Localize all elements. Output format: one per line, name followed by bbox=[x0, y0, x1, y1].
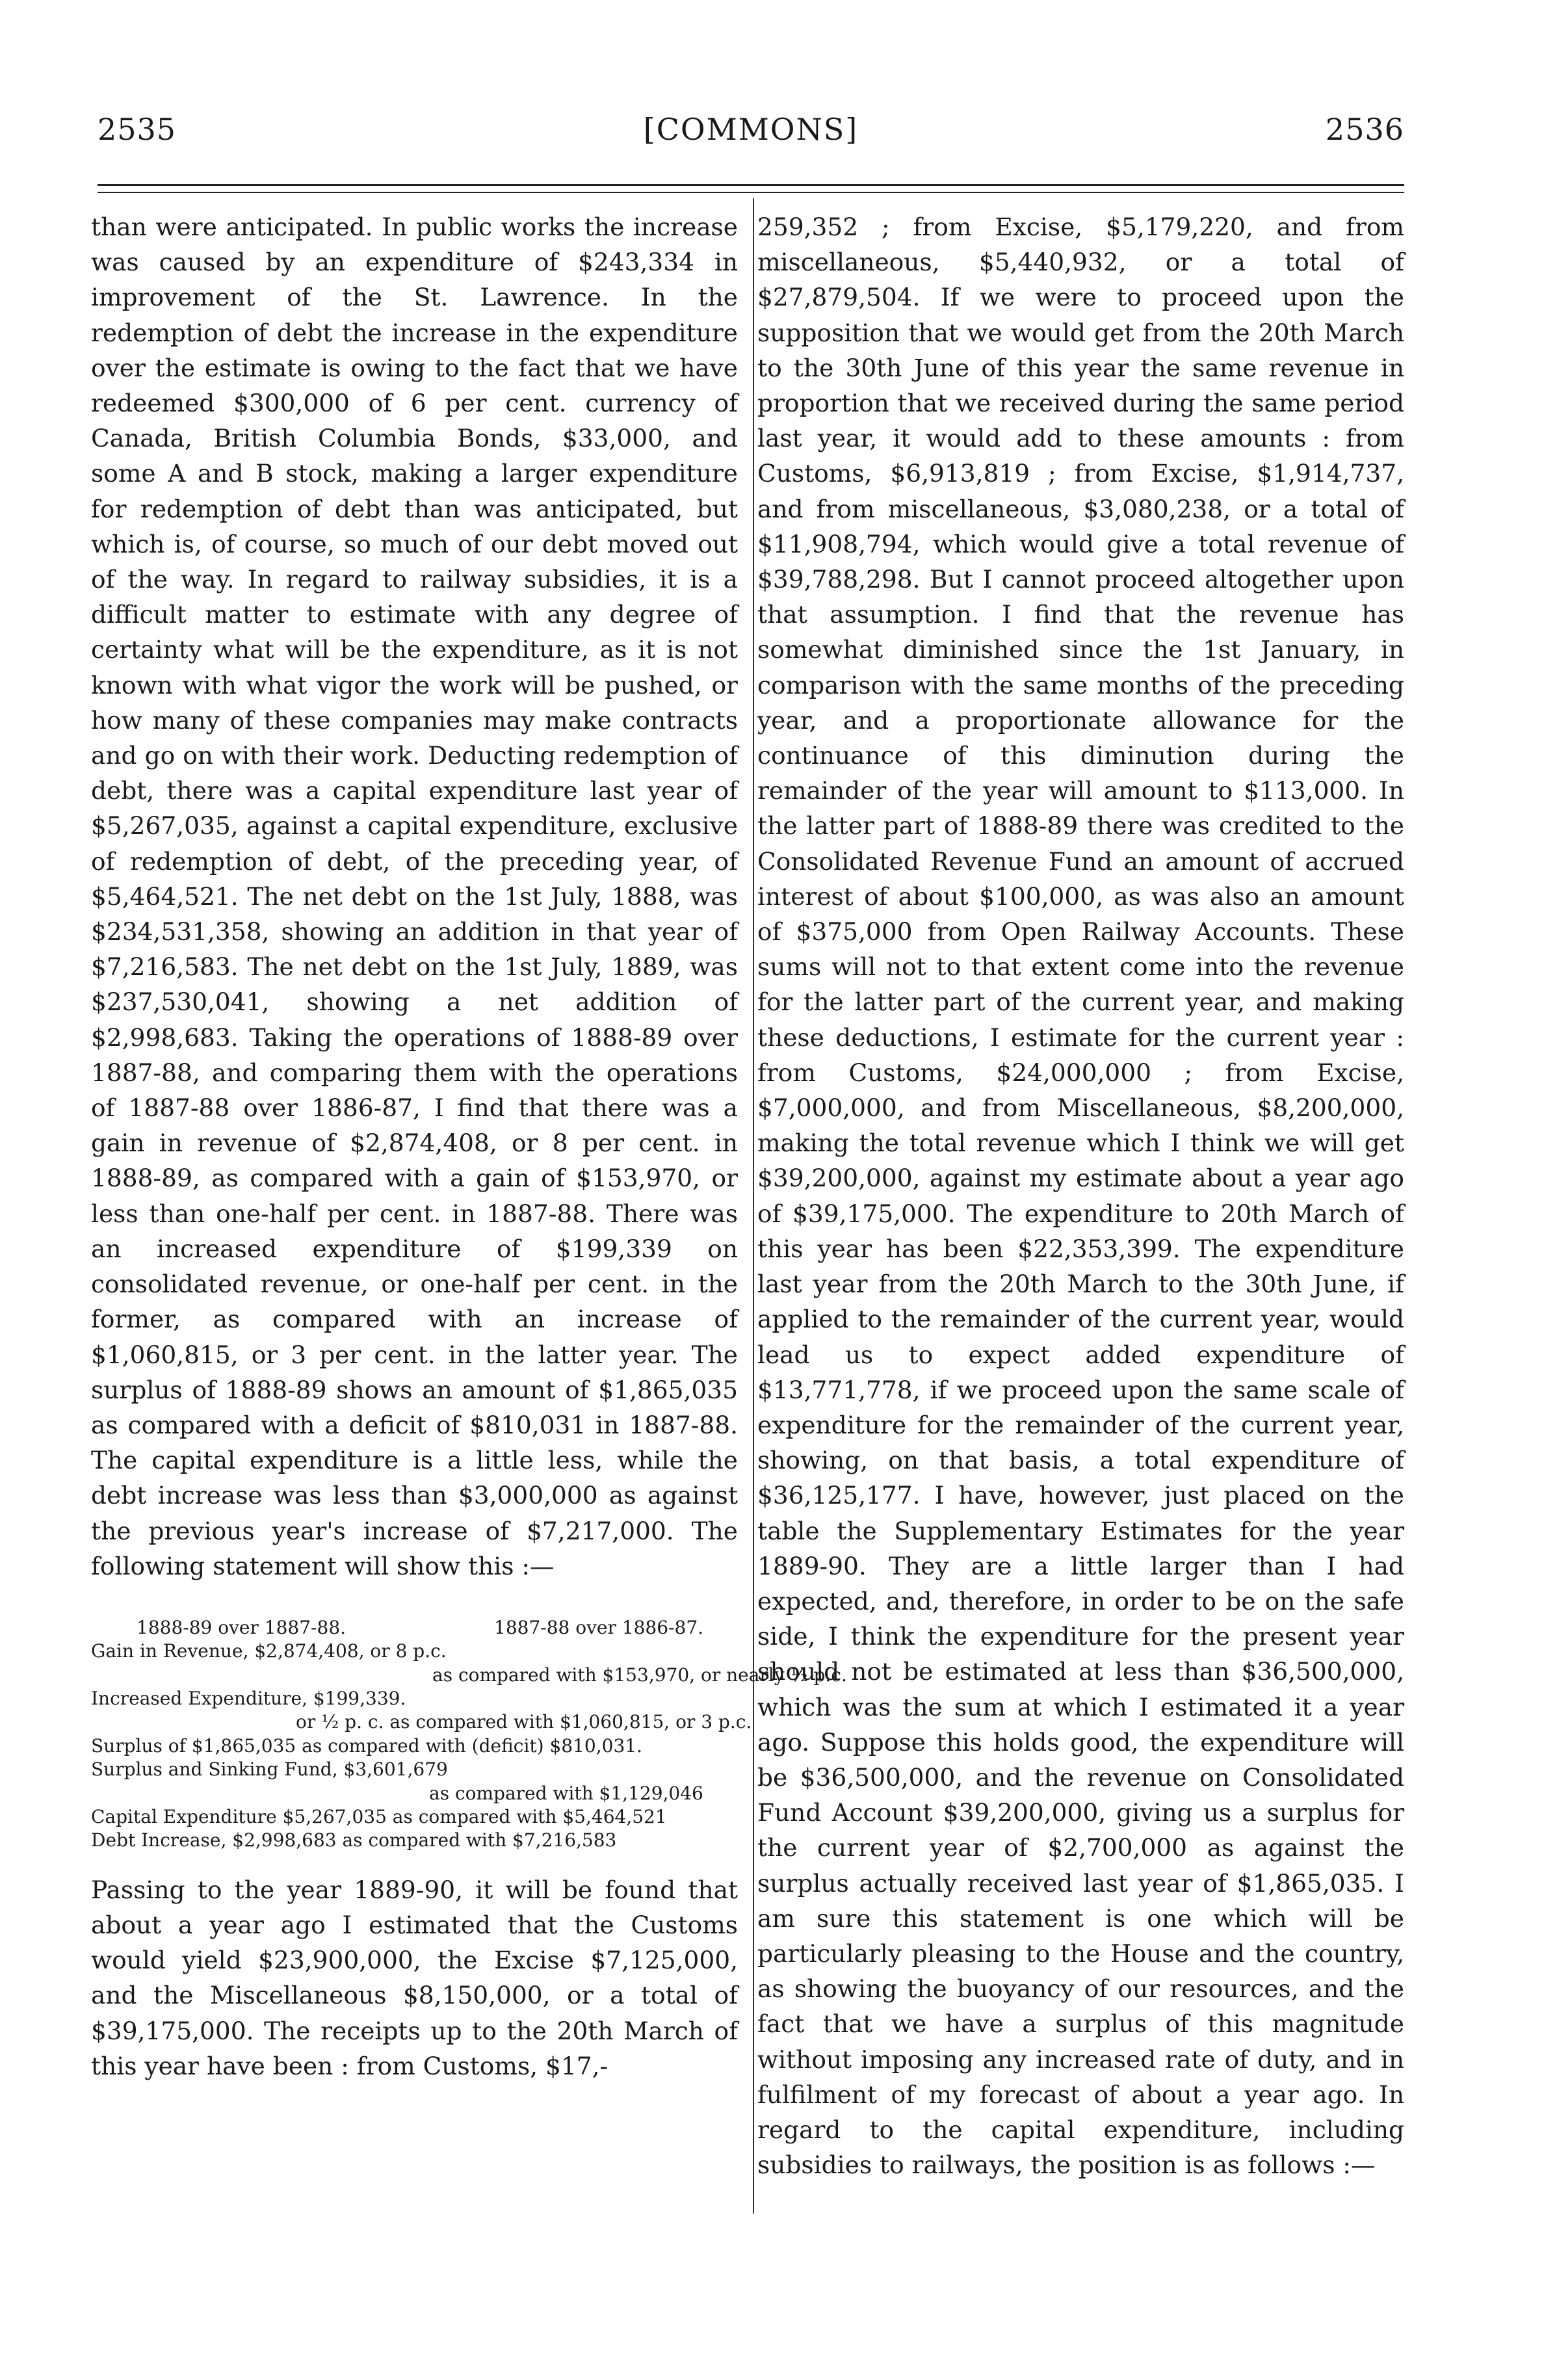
statement-text: or ½ p. c. as compared with $1,060,815, or 3 p.c. bbox=[296, 1711, 752, 1733]
right-column bbox=[757, 209, 1404, 2182]
statement-text: Increased Expenditure, $199,339. bbox=[91, 1688, 406, 1710]
left-column bbox=[91, 209, 847, 2084]
statement-header-row bbox=[91, 1616, 738, 1640]
header-rule-thin bbox=[98, 192, 1404, 193]
statement-text: as compared with $153,970, or nearly ½ p.c. bbox=[432, 1664, 847, 1686]
page-number-right: 2536 bbox=[1325, 112, 1404, 147]
statement-row bbox=[91, 1710, 752, 1734]
body-paragraph: than were anticipated. In public works the increase was caused by an expenditure of $243,334 in improvement of the St. Lawrence. In the redemption of debt the increase in the expenditure over the estimate is owing to the fact that we have redeemed $300,000 of 6 per cent. currency of Canada, British Columbia Bonds, $33,000, and some A and B stock, making a larger expenditure for redemption of debt than was anticipated, but which is, of course, so much of our debt moved out of the way. In regard to railway subsidies, it is a difficult matter to estimate with any degree of certainty what will be the expenditure, as it is not known with what vigor the work will be pushed, or how many of these companies may make contracts and go on with their work. Deducting redemption of debt, there was a capital expenditure last year of $5,267,035, against a capital expenditure, exclusive of redemption of debt, of the preceding year, of $5,464,521. The net debt on the 1st July, 1888, was $234,531,358, showing an addition in that year of $7,216,583. The net debt on the 1st July, 1889, was $237,530,041, showing a net addition of $2,998,683. Taking the operations of 1888-89 over 1887-88, and comparing them with the operations of 1887-88 over 1886-87, I find that there was a gain in revenue of $2,874,408, or 8 per cent. in 1888-89, as compared with a gain of $153,970, or less than one-half per cent. in 1887-88. There was an increased expenditure of $199,339 on consolidated revenue, or one-half per cent. in the former, as compared with an increase of $1,060,815, or 3 per cent. in the latter year. The surplus of 1888-89 shows an amount of $1,865,035 as compared with a deficit of $810,031 in 1887-88. The capital expenditure is a little less, while the debt increase was less than $3,000,000 as against the previous year's increase of $7,217,000. The following statement will show this :— bbox=[91, 213, 738, 1580]
statement-row bbox=[91, 1664, 847, 1687]
header-rule bbox=[98, 184, 1404, 186]
statement-head-left: 1888-89 over 1887-88. bbox=[137, 1616, 347, 1638]
statement-text: Gain in Revenue, $2,874,408, or 8 p.c. bbox=[91, 1640, 447, 1662]
statement-row bbox=[91, 1805, 738, 1829]
statement-row bbox=[91, 1734, 738, 1758]
statement-row bbox=[91, 1640, 738, 1663]
statement-row bbox=[91, 1829, 738, 1852]
statement-text: as compared with $1,129,046 bbox=[429, 1782, 703, 1804]
body-paragraph: 259,352 ; from Excise, $5,179,220, and from miscellaneous, $5,440,932, or a total of $27,879,504. If we were to proceed upon the supposition that we would get from the 20th March to the 30th June of this year the same revenue in proportion that we received during the same period last year, it would add to these amounts : from Customs, $6,913,819 ; from Excise, $1,914,737, and from miscellaneous, $3,080,238, or a total of $11,908,794, which would give a total revenue of $39,788,298. But I cannot proceed altogether upon that assumption. I find that the revenue has somewhat diminished since the 1st January, in comparison with the same months of the preceding year, and a proportionate allowance for the continuance of this diminution during the remainder of the year will amount to $113,000. In the latter part of 1888-89 there was credited to the Consolidated Revenue Fund an amount of accrued interest of about $100,000, as was also an amount of $375,000 from Open Railway Accounts. These sums will not to that extent come into the revenue for the latter part of the current year, and making these deductions, I estimate for the current year : from Customs, $24,000,000 ; from Excise, $7,000,000, and from Miscellaneous, $8,200,000, making the total revenue which I think we will get $39,200,000, against my estimate about a year ago of $39,175,000. The expenditure to 20th March of this year has been $22,353,399. The expenditure last year from the 20th March to the 30th June, if applied to the remainder of the current year, would lead us to expect added expenditure of $13,771,778, if we proceed upon the same scale of expenditure for the remainder of the current year, showing, on that basis, a total expenditure of $36,125,177. I have, however, just placed on the table the Supplementary Estimates for the year 1889-90. They are a little larger than I had expected, and, therefore, in order to be on the safe side, I think the expenditure for the present year should not be estimated at less than $36,500,000, which was the sum at which I estimated it a year ago. Suppose this holds good, the expenditure will be $36,500,000, and the revenue on Consolidated Fund Account $39,200,000, giving us a surplus for the current year of $2,700,000 as against the surplus actually received last year of $1,865,035. I am sure this statement is one which will be particularly pleasing to the House and the country, as showing the buoyancy of our resources, and the fact that we have a surplus of this magnitude without imposing any increased rate of duty, and in fulfilment of my forecast of about a year ago. In regard to the capital expenditure, including subsidies to railways, the position is as follows :— bbox=[757, 213, 1404, 2180]
page-header bbox=[98, 112, 1404, 151]
page-number-left: 2535 bbox=[98, 112, 177, 147]
running-title: [COMMONS] bbox=[643, 112, 859, 147]
statement-row bbox=[91, 1687, 738, 1710]
statement-head-right: 1887-88 over 1886-87. bbox=[494, 1616, 704, 1638]
body-paragraph: Passing to the year 1889-90, it will be found that about a year ago I estimated that the Customs would yield $23,900,000, the Excise $7,125,000, and the Miscellaneous $8,150,000, or a total of $39,175,000. The receipts up to the 20th March of this year have been : from Customs, $17,- bbox=[91, 1875, 738, 2080]
statement-row bbox=[91, 1782, 738, 1805]
statement-text: Capital Expenditure $5,267,035 as compared with $5,464,521 bbox=[91, 1806, 667, 1828]
statement-text: Surplus of $1,865,035 as compared with (deficit) $810,031. bbox=[91, 1734, 642, 1757]
statement-text: Surplus and Sinking Fund, $3,601,679 bbox=[91, 1759, 448, 1781]
column-divider bbox=[753, 198, 754, 2214]
statement-text: Debt Increase, $2,998,683 as compared with $7,216,583 bbox=[91, 1829, 617, 1851]
statement-row bbox=[91, 1758, 738, 1781]
comparison-statement bbox=[91, 1616, 847, 1853]
